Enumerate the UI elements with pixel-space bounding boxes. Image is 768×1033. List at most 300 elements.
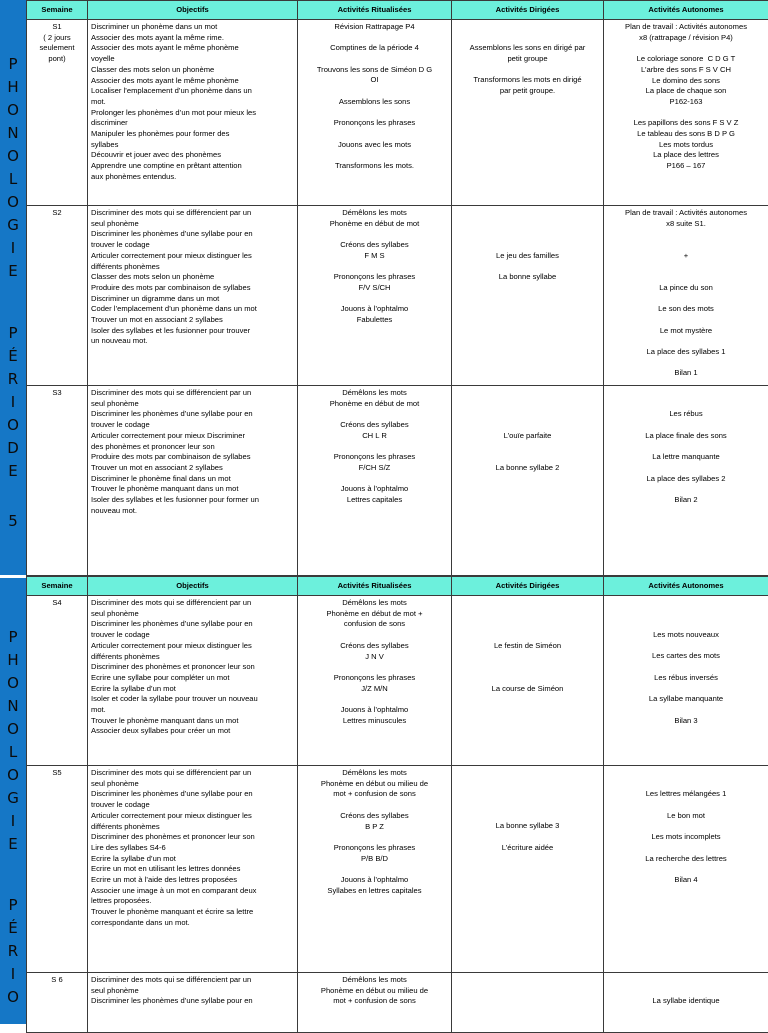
cell-line [607,336,765,347]
cell-line: Trouver le phonème manquant dans un mot [91,716,294,727]
cell-line [301,694,448,705]
cell-line [607,240,765,251]
sidebar-letter: E [0,262,26,280]
cell-line [455,800,600,811]
cell-line: différents phonèmes [91,822,294,833]
cell-line: Discriminer les phonèmes d’une syllabe pour en [91,619,294,630]
cell-line: Syllabes en lettres capitales [301,886,448,897]
cell-line: Classer des mots selon un phonème [91,65,294,76]
cell-line: Ecrire la syllabe d’un mot [91,684,294,695]
cell-line: P166 – 167 [607,161,765,172]
cell-line: Articuler correctement pour mieux distinguer les [91,641,294,652]
week-cell [27,20,88,206]
cell-line [301,262,448,273]
cell-line: Jouons à l’ophtalmo [301,304,448,315]
sidebar-letter: P [0,55,26,73]
cell-line: L’écriture aidée [455,843,600,854]
cell-line: S4 [30,598,84,609]
cell-line: syllabes [91,140,294,151]
cell-line: Transformons les mots en dirigé [455,75,600,86]
cell-line [455,399,600,410]
sidebar-letter: E [0,835,26,853]
cell-line: La syllabe identique [607,996,765,1007]
cell-line: seul phonème [91,219,294,230]
cell-line: Bilan 1 [607,368,765,379]
cell-line: Discriminer des mots qui se différencient par un [91,975,294,986]
week-cell [27,596,88,766]
ritualisees-cell [298,766,452,973]
cell-line [301,54,448,65]
cell-line: Discriminer les phonèmes d’une syllabe pour en [91,409,294,420]
sidebar-letter: R [0,370,26,388]
cell-line: J/Z M/N [301,684,448,695]
dirigees-cell [452,766,604,973]
sidebar-letter: L [0,743,26,761]
sidebar-letter: O [0,988,26,1006]
cell-line [607,662,765,673]
autonomes-cell [604,596,768,766]
cell-line: Discriminer les phonèmes d’une syllabe pour en [91,229,294,240]
cell-line: Discriminer un digramme dans un mot [91,294,294,305]
cell-line [455,651,600,662]
cell-line: S3 [30,388,84,399]
cell-line [455,420,600,431]
cell-line: Discriminer des mots qui se différencient par un [91,388,294,399]
cell-line: seul phonème [91,779,294,790]
cell-line: Révision Rattrapage P4 [301,22,448,33]
cell-line: Lettres minuscules [301,716,448,727]
cell-line: Créons des syllabes [301,240,448,251]
header-semaine: Semaine [27,577,88,596]
table-row [27,596,768,766]
cell-line: Discriminer un phonème dans un mot [91,22,294,33]
cell-line [301,108,448,119]
cell-line: par petit groupe. [455,86,600,97]
cell-line: La course de Siméon [455,684,600,695]
cell-line: La bonne syllabe 2 [455,463,600,474]
header-objectifs: Objectifs [88,577,298,596]
cell-line: confusion de sons [301,619,448,630]
cell-line [301,86,448,97]
sidebar-letter: P [0,628,26,646]
cell-line: aux phonèmes entendus. [91,172,294,183]
cell-line [301,33,448,44]
sidebar-letter: O [0,720,26,738]
cell-line: Assemblons les sons [301,97,448,108]
cell-line: Classer des mots selon un phonème [91,272,294,283]
sidebar-letter: I [0,393,26,411]
cell-line: La lettre manquante [607,452,765,463]
cell-line: trouver le codage [91,630,294,641]
ritualisees-cell [298,596,452,766]
week-cell [27,766,88,973]
ritualisees-cell [298,20,452,206]
cell-line [607,358,765,369]
cell-line [301,832,448,843]
dirigees-cell [452,206,604,386]
sidebar-letter: I [0,812,26,830]
cell-line: Trouver le phonème manquant dans un mot [91,484,294,495]
cell-line: Le festin de Siméon [455,641,600,652]
cell-line [455,598,600,609]
cell-line: Discriminer des phonèmes et prononcer leur son [91,662,294,673]
cell-line: Produire des mots par combinaison de syllabes [91,452,294,463]
cell-line: Phonème en début de mot [301,399,448,410]
cell-line: Les cartes des mots [607,651,765,662]
sidebar-letter: H [0,651,26,669]
cell-line [301,150,448,161]
header-ritualisees: Activités Ritualisées [298,1,452,20]
cell-line: des phonèmes et prononcer leur son [91,442,294,453]
sidebar-letter: G [0,789,26,807]
cell-line: seul phonème [91,986,294,997]
header-row [27,577,768,596]
dirigees-cell [452,386,604,576]
sidebar-phonologie-periode-5-continued [0,578,26,1024]
cell-line [455,768,600,779]
cell-line: mot + confusion de sons [301,789,448,800]
cell-line: Plan de travail : Activités autonomes [607,208,765,219]
cell-line: Les mots incomplets [607,832,765,843]
cell-line [607,779,765,790]
cell-line [607,441,765,452]
cell-line: Ecrire la syllabe d’un mot [91,854,294,865]
cell-line: La place des syllabes 1 [607,347,765,358]
cell-line [455,832,600,843]
cell-line: Associer des mots ayant la même rime. [91,33,294,44]
cell-line: Phonème en début ou milieu de [301,779,448,790]
cell-line [455,409,600,420]
sidebar-letter: P [0,896,26,914]
schedule-table-2 [26,576,768,1033]
cell-line: La place des syllabes 2 [607,474,765,485]
cell-line [455,609,600,620]
cell-line: Articuler correctement pour mieux Discriminer [91,431,294,442]
cell-line [607,108,765,119]
cell-line: Prolonger les phonèmes d’un mot pour mieux les [91,108,294,119]
cell-line: Phonème en début de mot [301,219,448,230]
cell-line: La bonne syllabe [455,272,600,283]
cell-line [455,811,600,822]
cell-line: Trouvons les sons de Siméon D G [301,65,448,76]
sidebar-letter: N [0,697,26,715]
cell-line: L’ouïe parfaite [455,431,600,442]
cell-line [607,294,765,305]
cell-line [455,229,600,240]
cell-line: Isoler des syllabes et les fusionner pour trouver [91,326,294,337]
sidebar-letter: H [0,78,26,96]
ritualisees-cell [298,386,452,576]
cell-line [607,800,765,811]
cell-line: Le coloriage sonore C D G T [607,54,765,65]
autonomes-cell [604,386,768,576]
cell-line [607,864,765,875]
header-semaine: Semaine [27,1,88,20]
sidebar-letter: O [0,674,26,692]
cell-line: Coder l’emplacement d’un phonème dans un mot [91,304,294,315]
cell-line [607,641,765,652]
cell-line: Créons des syllabes [301,420,448,431]
cell-line: Discriminer les phonèmes d’une syllabe pour en [91,996,294,1007]
cell-line: Plan de travail : Activités autonomes [607,22,765,33]
cell-line: un nouveau mot. [91,336,294,347]
sidebar-letter: I [0,965,26,983]
cell-line: Le son des mots [607,304,765,315]
cell-line: Ecrire un mot en utilisant les lettres données [91,864,294,875]
cell-line [455,33,600,44]
cell-line [607,986,765,997]
cell-line [607,684,765,695]
autonomes-cell [604,20,768,206]
cell-line: La place finale des sons [607,431,765,442]
cell-line: Transformons les mots. [301,161,448,172]
cell-line: P162-163 [607,97,765,108]
cell-line [301,129,448,140]
cell-line: mot. [91,705,294,716]
cell-line: seulement [30,43,84,54]
sidebar-letter: O [0,193,26,211]
cell-line [455,65,600,76]
cell-line: Démêlons les mots [301,208,448,219]
cell-line: La syllabe manquante [607,694,765,705]
objectifs-cell [88,596,298,766]
cell-line: ( 2 jours [30,33,84,44]
sidebar-letter: N [0,124,26,142]
cell-line: Ecrire un mot à l’aide des lettres proposées [91,875,294,886]
cell-line [607,43,765,54]
table-row [27,386,768,576]
dirigees-cell [452,20,604,206]
cell-line: seul phonème [91,399,294,410]
cell-line: Trouver le phonème manquant et écrire sa lettre [91,907,294,918]
cell-line [301,800,448,811]
sidebar-letter: O [0,766,26,784]
cell-line: Localiser l’emplacement d’un phonème dans un [91,86,294,97]
cell-line: F M S [301,251,448,262]
sidebar-letter: 5 [0,512,26,530]
autonomes-cell [604,206,768,386]
cell-line: Les papillons des sons F S V Z [607,118,765,129]
cell-line: F/CH S/Z [301,463,448,474]
cell-line: Jouons à l’ophtalmo [301,484,448,495]
objectifs-cell [88,766,298,973]
cell-line: Le mot mystère [607,326,765,337]
cell-line: Créons des syllabes [301,811,448,822]
cell-line [301,229,448,240]
cell-line: Isoler et coder la syllabe pour trouver un nouveau [91,694,294,705]
cell-line: CH L R [301,431,448,442]
cell-line: Articuler correctement pour mieux distinguer les [91,811,294,822]
cell-line: Discriminer des phonèmes et prononcer leur son [91,832,294,843]
cell-line [455,452,600,463]
cell-line: Lettres capitales [301,495,448,506]
cell-line: Prononçons les phrases [301,673,448,684]
cell-line: Isoler des syllabes et les fusionner pour former un [91,495,294,506]
cell-line: Manipuler les phonèmes pour former des [91,129,294,140]
cell-line [455,441,600,452]
header-row [27,1,768,20]
cell-line [607,843,765,854]
cell-line: Discriminer des mots qui se différencient par un [91,768,294,779]
cell-line: Le domino des sons [607,76,765,87]
cell-line: S 6 [30,975,84,986]
cell-line [455,219,600,230]
cell-line [455,22,600,33]
cell-line [301,294,448,305]
cell-line: Démêlons les mots [301,598,448,609]
cell-line: mot. [91,97,294,108]
cell-line: petit groupe [455,54,600,65]
cell-line: B P Z [301,822,448,833]
cell-line: L’arbre des sons F S V CH [607,65,765,76]
cell-line: Jouons à l’ophtalmo [301,705,448,716]
cell-line: Les mots nouveaux [607,630,765,641]
cell-line [455,789,600,800]
cell-line: voyelle [91,54,294,65]
cell-line: trouver le codage [91,420,294,431]
objectifs-cell [88,386,298,576]
cell-line: Trouver un mot en associant 2 syllabes [91,463,294,474]
cell-line [607,609,765,620]
dirigees-cell [452,596,604,766]
sidebar-letter: I [0,239,26,257]
cell-line: Discriminer des mots qui se différencient par un [91,598,294,609]
cell-line: Bilan 3 [607,716,765,727]
cell-line: Comptines de la période 4 [301,43,448,54]
cell-line: Démêlons les mots [301,388,448,399]
cell-line [607,388,765,399]
cell-line: Les rébus [607,409,765,420]
cell-line: différents phonèmes [91,652,294,663]
cell-line [301,442,448,453]
cell-line: Associer deux syllabes pour créer un mot [91,726,294,737]
cell-line [455,619,600,630]
cell-line: Associer des mots ayant le même phonème [91,43,294,54]
sidebar-letter: R [0,942,26,960]
cell-line: Trouver un mot en associant 2 syllabes [91,315,294,326]
header-autonomes: Activités Autonomes [604,1,768,20]
cell-line: La recherche des lettres [607,854,765,865]
header-objectifs: Objectifs [88,1,298,20]
cell-line: OI [301,75,448,86]
sidebar-phonologie-periode-5 [0,0,26,575]
sidebar-letter: É [0,347,26,365]
cell-line: Discriminer le phonème final dans un mot [91,474,294,485]
cell-line: Discriminer les phonèmes d’une syllabe pour en [91,789,294,800]
cell-line [607,399,765,410]
cell-line: Créons des syllabes [301,641,448,652]
cell-line: La place des lettres [607,150,765,161]
cell-line: lettres proposées. [91,896,294,907]
sidebar-letter: O [0,416,26,434]
cell-line [607,705,765,716]
objectifs-cell [88,206,298,386]
cell-line: Associer des mots ayant le même phonème [91,76,294,87]
cell-line: différents phonèmes [91,262,294,273]
cell-line: S1 [30,22,84,33]
cell-line: pont) [30,54,84,65]
cell-line [455,240,600,251]
cell-line [607,975,765,986]
cell-line: Discriminer des mots qui se différencient par un [91,208,294,219]
cell-line: Prononçons les phrases [301,272,448,283]
cell-line: Fabulettes [301,315,448,326]
week-cell [27,386,88,576]
cell-line: discriminer [91,118,294,129]
sidebar-letter: O [0,147,26,165]
cell-line: La bonne syllabe 3 [455,821,600,832]
cell-line [607,821,765,832]
cell-line [301,662,448,673]
cell-line [301,630,448,641]
cell-line: Les rébus inversés [607,673,765,684]
cell-line: Le jeu des familles [455,251,600,262]
cell-line: Prononçons les phrases [301,452,448,463]
cell-line: nouveau mot. [91,506,294,517]
cell-line [455,673,600,684]
cell-line: Phonème en début ou milieu de [301,986,448,997]
sidebar-letter: D [0,439,26,457]
table-row [27,206,768,386]
cell-line [607,619,765,630]
cell-line: x8 suite S1. [607,219,765,230]
cell-line: Le bon mot [607,811,765,822]
table-row [27,20,768,206]
cell-line [301,864,448,875]
cell-line: Prononçons les phrases [301,118,448,129]
cell-line: mot + confusion de sons [301,996,448,1007]
cell-line: trouver le codage [91,240,294,251]
table-row [27,766,768,973]
cell-line: S5 [30,768,84,779]
cell-line [607,463,765,474]
cell-line: Démêlons les mots [301,768,448,779]
cell-line: Assemblons les sons en dirigé par [455,43,600,54]
cell-line: + [607,251,765,262]
cell-line [607,229,765,240]
cell-line [455,208,600,219]
cell-line: seul phonème [91,609,294,620]
cell-line: Associer une image à un mot en comparant deux [91,886,294,897]
cell-line: Les mots tordus [607,140,765,151]
cell-line [607,484,765,495]
sidebar-letter: É [0,919,26,937]
cell-line: x8 (rattrapage / révision P4) [607,33,765,44]
cell-line: Prononçons les phrases [301,843,448,854]
sidebar-letter: L [0,170,26,188]
header-dirigees: Activités Dirigées [452,577,604,596]
cell-line [301,409,448,420]
cell-line: Ecrire une syllabe pour compléter un mot [91,673,294,684]
cell-line: F/V S/CH [301,283,448,294]
cell-line [455,261,600,272]
sidebar-letter: E [0,462,26,480]
cell-line: Produire des mots par combinaison de syllabes [91,283,294,294]
cell-line: Les lettres mélangées 1 [607,789,765,800]
cell-line: La pince du son [607,283,765,294]
cell-line: Apprendre une comptine en prêtant attention [91,161,294,172]
cell-line: Articuler correctement pour mieux distinguer les [91,251,294,262]
cell-line: Bilan 4 [607,875,765,886]
cell-line [607,261,765,272]
cell-line: Découvrir et jouer avec des phonèmes [91,150,294,161]
cell-line: Démêlons les mots [301,975,448,986]
cell-line: J N V [301,652,448,663]
ritualisees-cell [298,206,452,386]
cell-line [301,474,448,485]
objectifs-cell [88,20,298,206]
header-autonomes: Activités Autonomes [604,577,768,596]
